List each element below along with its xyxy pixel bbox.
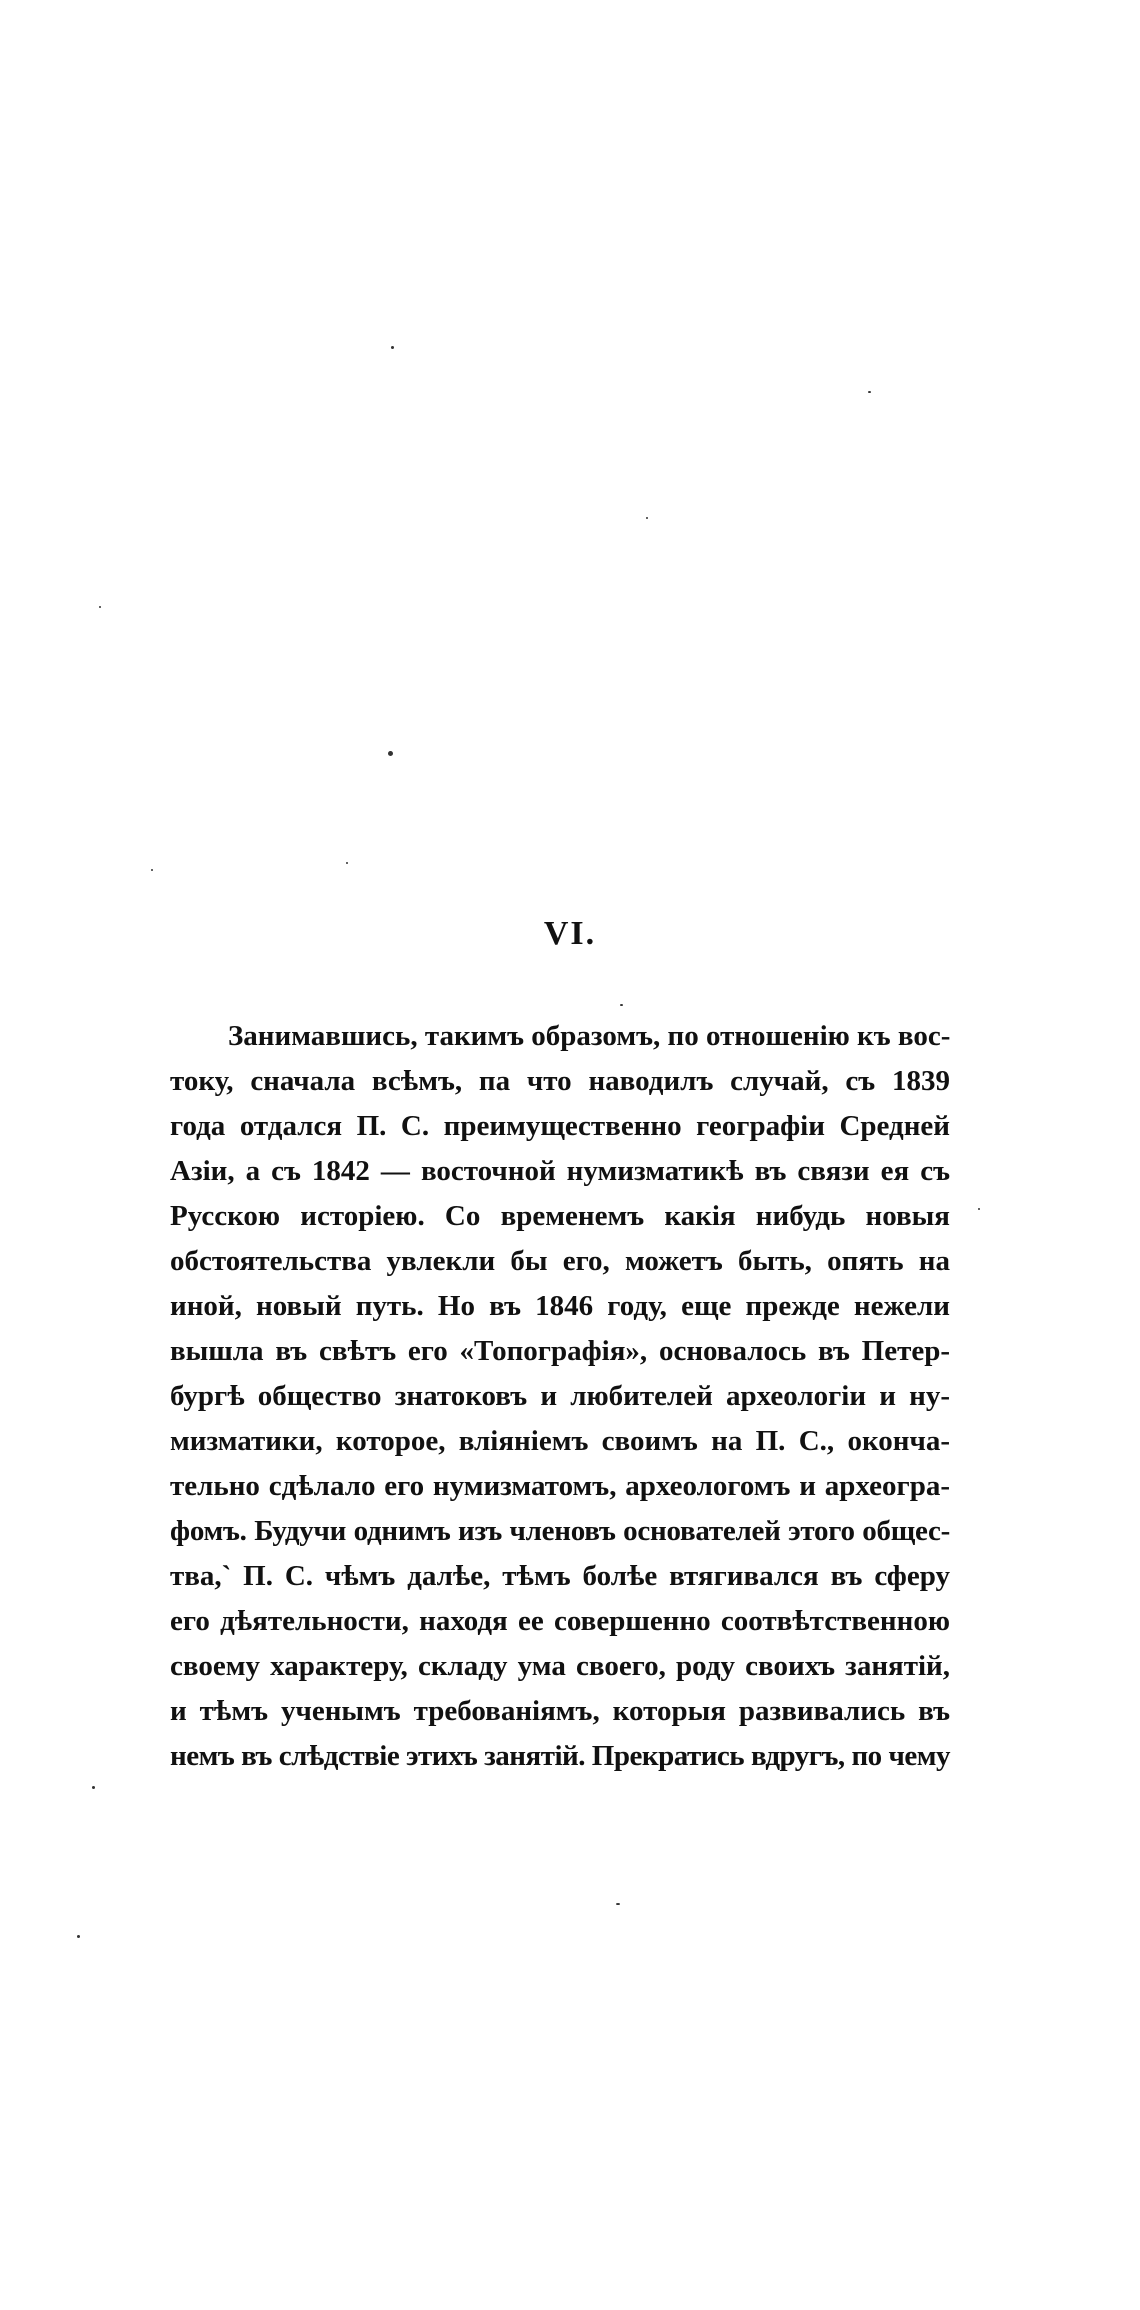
text-line: обстоятельства увлекли бы его, можетъ быть, опять на xyxy=(170,1245,950,1277)
text-line: Занимавшись, такимъ образомъ, по отношенію къ вос- xyxy=(228,1020,951,1052)
scan-speck xyxy=(92,1786,95,1789)
text-line: и тѣмъ ученымъ требованіямъ, которыя развивались въ xyxy=(170,1695,950,1727)
scan-speck xyxy=(151,869,153,871)
text-line: бургѣ общество знатоковъ и любителей археологіи и ну- xyxy=(170,1380,950,1412)
text-line: вышла въ свѣтъ его «Топографія», основалось въ Петер- xyxy=(170,1335,950,1367)
scan-speck xyxy=(346,862,348,864)
text-line: току, сначала всѣмъ, па что наводилъ случай, съ 1839 xyxy=(170,1065,950,1097)
text-line: тельно сдѣлало его нумизматомъ, археологомъ и археогра- xyxy=(170,1470,950,1502)
scan-speck xyxy=(616,1903,620,1905)
body-paragraph xyxy=(170,1014,950,1779)
text-line: года отдался П. С. преимущественно географіи Средней xyxy=(170,1110,950,1142)
scan-speck xyxy=(77,1935,80,1938)
scan-speck xyxy=(868,391,871,393)
text-line: иной, новый путь. Но въ 1846 году, еще прежде нежели xyxy=(170,1290,950,1322)
scan-speck xyxy=(978,1208,980,1210)
chapter-number: VI. xyxy=(543,915,597,952)
scan-speck xyxy=(646,517,648,519)
scan-speck xyxy=(391,346,394,349)
text-line: его дѣятельности, находя ее совершенно соотвѣтственною xyxy=(170,1605,950,1637)
scan-speck xyxy=(388,751,393,756)
text-line: мизматики, которое, вліяніемъ своимъ на П. С., оконча- xyxy=(170,1425,950,1457)
text-line: немъ въ слѣдствіе этихъ занятій. Прекратись вдругъ, по чему xyxy=(170,1740,950,1772)
text-line: своему характеру, складу ума своего, роду своихъ занятій, xyxy=(170,1650,950,1682)
text-line: фомъ. Будучи однимъ изъ членовъ основателей этого общес- xyxy=(170,1515,950,1547)
text-line: Азіи, а съ 1842 — восточной нумизматикѣ въ связи ея съ xyxy=(170,1155,950,1187)
text-line: тва,` П. С. чѣмъ далѣе, тѣмъ болѣе втягивался въ сферу xyxy=(170,1560,950,1592)
text-line: Русскою исторіею. Со временемъ какія нибудь новыя xyxy=(170,1200,950,1232)
scan-speck xyxy=(620,1004,623,1006)
scan-speck xyxy=(99,606,101,608)
